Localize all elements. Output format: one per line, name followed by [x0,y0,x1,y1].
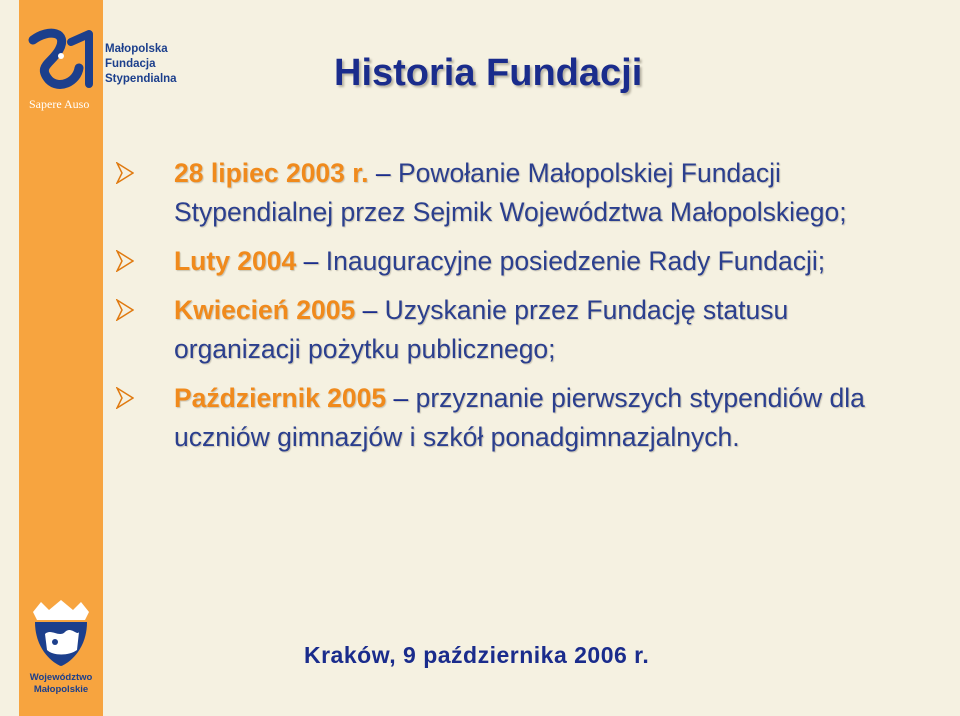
list-item [116,242,916,281]
voivodeship-logo [19,594,103,704]
history-text: Powołanie Małopolskiej Fundacji Stypendialnej przez Sejmik Województwa Małopolskiego; [174,158,847,227]
list-item [116,379,916,457]
voivodeship-caption [19,672,103,696]
foundation-logo [19,20,189,115]
history-dash: – [368,158,398,188]
history-dash: – [355,295,385,325]
history-text: Inauguracyjne posiedzenie Rady Fundacji; [325,246,826,276]
logo-box [19,20,103,115]
footer-date-place: Kraków, 9 października 2006 r. [304,642,650,668]
logo-name-line: Małopolska [105,43,168,55]
history-date: 28 lipiec 2003 r. [174,158,369,188]
list-item [116,154,916,232]
logo-motto: Sapere Auso [29,97,90,111]
caption-line: Małopolskie [33,684,89,695]
arrow-bullet-icon [116,250,134,272]
history-text: Uzyskanie przez Fundację statusu organizacji pożytku publicznego; [174,295,789,364]
page-title: Historia Fundacji [334,52,643,94]
caption-line: Województwo [29,672,93,683]
logo-name-line: Fundacja [105,58,156,70]
history-date: Kwiecień 2005 [174,295,356,325]
history-date: Październik 2005 [174,383,387,413]
list-item [116,291,916,369]
arrow-bullet-icon [116,299,134,321]
arrow-bullet-icon [116,162,134,184]
history-date: Luty 2004 [174,246,297,276]
history-dash: – [386,383,416,413]
history-text: przyznanie pierwszych stypendiów dla uczniów gimnazjów i szkół ponadgimnazjalnych. [174,383,865,452]
history-list [116,154,916,467]
voivodeship-crest-icon [19,594,103,672]
arrow-bullet-icon [116,387,134,409]
logo-name [105,42,177,87]
history-dash: – [296,246,326,276]
logo-name-line: Stypendialna [105,73,177,85]
